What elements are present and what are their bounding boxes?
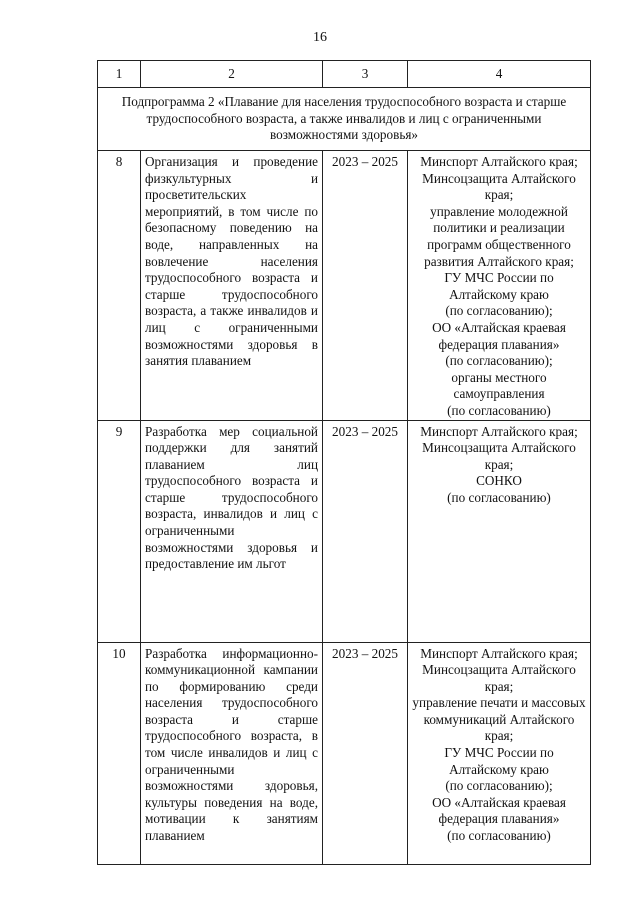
executors-cell [408, 642, 591, 864]
row-number: 9 [98, 420, 141, 642]
executor-line: Минспорт Алтайского края; [420, 645, 578, 661]
page-number: 16 [313, 30, 327, 45]
executor-line: органы местного самоуправления [451, 369, 547, 402]
activity-cell: Организация и проведение физкультурных и просветительских мероприятий, в том числе по безопасному поведению на воде, направленных на вовлечение населения трудоспособного возраста и старше трудоспособного возраста, а также инвалидов и лиц с ограниченными возможностями здоровья в занятия плаванием [141, 151, 323, 421]
table-row [98, 642, 591, 864]
executors-cell [408, 151, 591, 421]
executor-line: (по согласованию); [445, 303, 553, 319]
subprogram-row [98, 88, 591, 151]
executor-line: ОО «Алтайская краевая федерация плавания» [432, 319, 566, 352]
executors-cell [408, 420, 591, 642]
executor-line: ГУ МЧС России по Алтайскому краю [444, 270, 554, 302]
period-cell: 2023 – 2025 [323, 151, 408, 421]
period-cell: 2023 – 2025 [323, 642, 408, 864]
table-row [98, 420, 591, 642]
header-col-2: 2 [141, 61, 323, 88]
executor-line: (по согласованию); [445, 353, 553, 369]
header-col-3: 3 [323, 61, 408, 88]
executor-line: ГУ МЧС России по Алтайскому краю [444, 745, 554, 777]
executor-line: управление печати и массовых коммуникаций Алтайского края; [412, 695, 586, 744]
executor-line: (по согласованию); [445, 778, 553, 794]
executor-line: Минспорт Алтайского края; [420, 154, 578, 169]
executor-line: (по согласованию) [447, 402, 551, 418]
table-header-row [98, 61, 591, 88]
executor-line: ОО «Алтайская краевая федерация плавания» [432, 794, 566, 827]
period-cell: 2023 – 2025 [323, 420, 408, 642]
executor-line: Минсоцзащита Алтайского края; [422, 440, 576, 472]
executor-line: Минспорт Алтайского края; [420, 423, 578, 439]
header-col-1: 1 [98, 61, 141, 88]
activity-cell: Разработка информационно-коммуникационной кампании по формированию среди населения трудоспособного возраста и старше трудоспособного возраста, в том числе инвалидов и лиц с ограниченными возможностями здоровья, культуры поведения на воде, мотивации к занятиям плаванием [141, 642, 323, 864]
header-col-4: 4 [408, 61, 591, 88]
executor-line: Минсоцзащита Алтайского края; [422, 170, 576, 203]
subprogram-title: Подпрограмма 2 «Плавание для населения трудоспособного возраста и старше трудоспособного возраста, а также инвалидов и лиц с ограниченными возможностями здоровья» [98, 88, 591, 151]
program-table [97, 60, 591, 865]
row-number: 10 [98, 642, 141, 864]
executor-line: управление молодежной политики и реализации программ общественного развития Алтайского края; [424, 203, 574, 269]
executor-line: (по согласованию) [447, 828, 551, 844]
activity-cell: Разработка мер социальной поддержки для занятий плаванием лиц трудоспособного возраста и старше трудоспособного возраста, инвалидов и лиц с ограниченными возможностями здоровья и предоставление им льгот [141, 420, 323, 642]
table-row [98, 151, 591, 421]
executor-line: Минсоцзащита Алтайского края; [422, 662, 576, 694]
row-number: 8 [98, 151, 141, 421]
executor-line: СОНКО [476, 473, 522, 489]
executor-line: (по согласованию) [447, 489, 551, 505]
